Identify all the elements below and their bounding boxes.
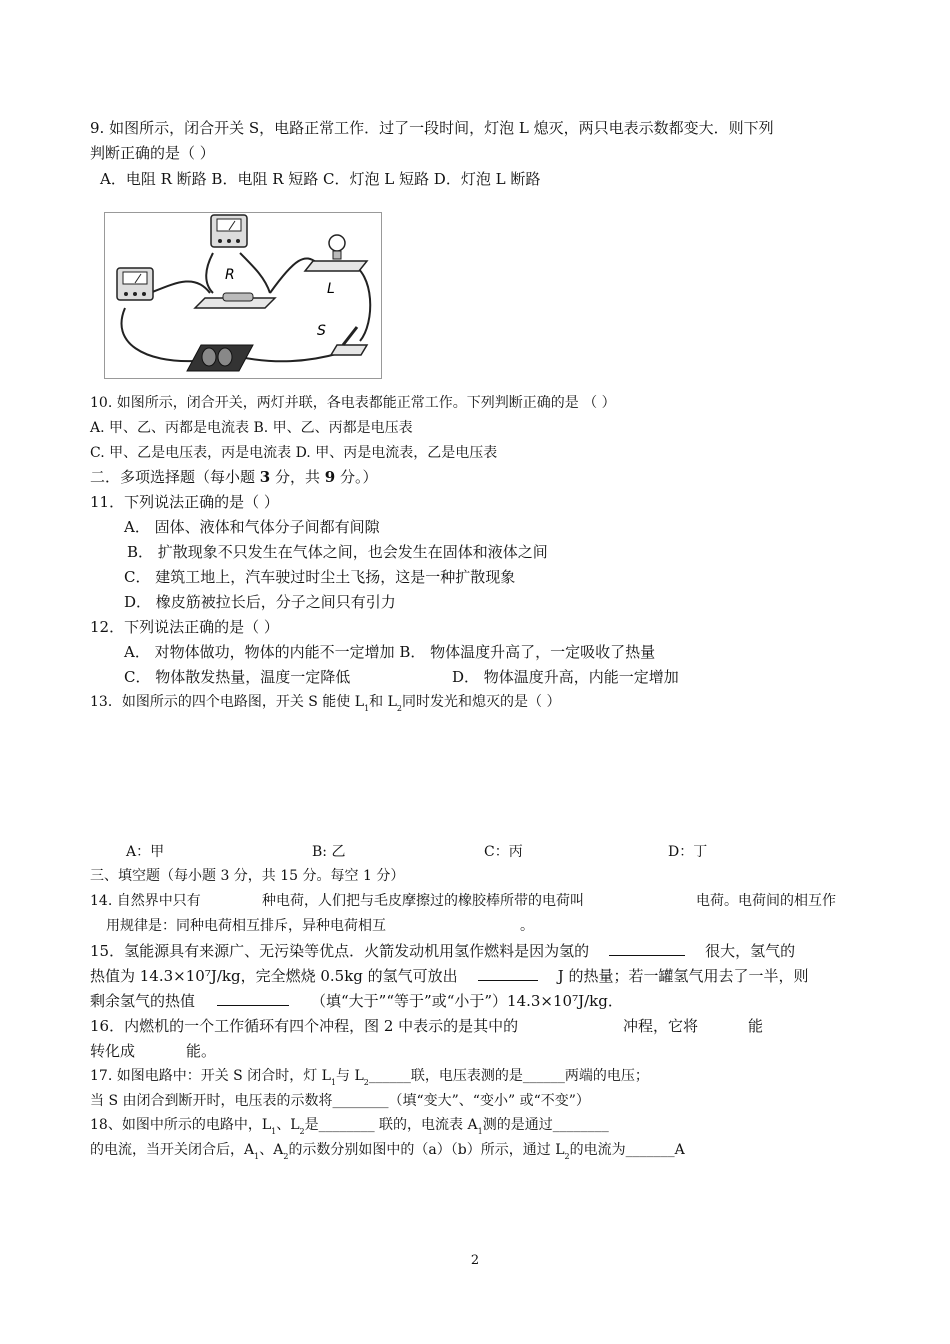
q10-options-ab: A. 甲、乙、丙都是电流表 B. 甲、乙、丙都是电压表 [90, 420, 413, 436]
label-R: R [225, 267, 235, 283]
q13-option-b: B: 乙 [312, 844, 346, 860]
q18-line2: 的电流，当开关闭合后，$A_1$、$A_2$的示数分别如图中的（a）（b）所示，通过 $L_2$的电流为_______A [90, 1142, 685, 1161]
q15-blank-2[interactable] [478, 966, 538, 981]
q15-blank-1[interactable] [609, 941, 685, 956]
q14-line2: 用规律是：同种电荷相互排斥，异种电荷相互 [106, 918, 386, 934]
q12-option-d: D． 物体温度升高，内能一定增加 [452, 668, 679, 686]
q9-options: A．电阻 R 断路 B．电阻 R 短路 C．灯泡 L 短路 D．灯泡 L 断路 [100, 170, 541, 188]
q16-line1-b: 冲程，它将 [623, 1017, 699, 1035]
q13-option-c: C：丙 [484, 844, 523, 860]
q15-blank-3[interactable] [217, 991, 289, 1006]
q16-line1-c: 能 [748, 1017, 764, 1035]
q14-line1-c: 电荷。电荷间的相互作 [696, 893, 836, 909]
label-L: L [327, 281, 335, 297]
q15-line2: 热值为 14.3×10⁷J/kg，完全燃烧 0.5kg 的氢气可放出 J 的热量；若一罐氢气用去了一半，则 [90, 967, 809, 985]
q14-line1-a: 14. 自然界中只有 [90, 893, 201, 909]
q12-option-c: C． 物体散发热量，温度一定降低 [124, 668, 351, 686]
q12-stem: 12．下列说法正确的是（ ） [90, 618, 279, 636]
q14-line2-end: 。 [520, 918, 534, 934]
label-S: S [317, 323, 326, 339]
q17-line1: 17. 如图电路中：开关 S 闭合时，灯 $L_1$与 $L_2\_\_\_\_\_\_$联，电压表测的是______两端的电压； [90, 1068, 649, 1087]
q13-option-d: D：丁 [668, 844, 708, 860]
q13-stem: 13．如图所示的四个电路图，开关 S 能使 $L_1$和 $L_2$同时发光和熄灭的是（ ） [90, 694, 561, 713]
q16-line2-b: 能。 [186, 1042, 217, 1060]
q16-line1-a: 16．内燃机的一个工作循环有四个冲程，图 2 中表示的是其中的 [90, 1017, 519, 1035]
page-number: 2 [470, 1253, 480, 1268]
battery-pack [187, 345, 253, 371]
q18-line1: 18、如图中所示的电路中，$L_1$、$L_2$是________ 联的，电流表 $A_1$测的是通过________ [90, 1117, 609, 1136]
section2-heading: 二．多项选择题（每小题 3 分，共 9 分。） [90, 468, 378, 486]
switch-S [331, 327, 367, 355]
q9-circuit-figure [104, 212, 382, 379]
q16-line2-a: 转化成 [90, 1042, 136, 1060]
q14-line1-b: 种电荷，人们把与毛皮摩擦过的橡胶棒所带的电荷叫 [262, 893, 584, 909]
section3-heading: 三、填空题（每小题 3 分，共 15 分。每空 1 分） [90, 868, 405, 884]
voltmeter-top [211, 215, 247, 247]
resistor-R [195, 293, 275, 308]
q11-option-a: A． 固体、液体和气体分子间都有间隙 [124, 518, 380, 536]
circuit-diagram [105, 213, 381, 378]
q9-line2: 判断正确的是（ ） [90, 144, 215, 162]
q15-line1: 15．氢能源具有来源广、无污染等优点．火箭发动机用氢作燃料是因为氢的 很大，氢气的 [90, 942, 796, 960]
q10-options-cd: C. 甲、乙是电压表，丙是电流表 D. 甲、丙是电流表，乙是电压表 [90, 445, 498, 461]
q12-options-ab: A． 对物体做功，物体的内能不一定增加 B． 物体温度升高了，一定吸收了热量 [124, 643, 656, 661]
q13-option-a: A：甲 [126, 844, 165, 860]
q11-option-d: D． 橡皮筋被拉长后，分子之间只有引力 [124, 593, 396, 611]
q11-option-b: B． 扩散现象不只发生在气体之间，也会发生在固体和液体之间 [127, 543, 548, 561]
lamp-L [305, 235, 367, 271]
q10-stem: 10. 如图所示，闭合开关，两灯并联，各电表都能正常工作。下列判断正确的是 （ ） [90, 395, 616, 411]
q9-line1: 9. 如图所示，闭合开关 S，电路正常工作．过了一段时间，灯泡 L 熄灭，两只电表示数都变大．则下列 [90, 119, 774, 137]
ammeter-left [117, 268, 153, 300]
q15-line3: 剩余氢气的热值 （填“大于”“等于”或“小于”）14.3×10⁷J/kg． [90, 992, 623, 1010]
q17-line2: 当 S 由闭合到断开时，电压表的示数将________（填“变大”、“变小” 或“不变”） [90, 1093, 590, 1109]
q11-stem: 11．下列说法正确的是（ ） [90, 493, 279, 511]
q11-option-c: C． 建筑工地上，汽车驶过时尘土飞扬，这是一种扩散现象 [124, 568, 516, 586]
